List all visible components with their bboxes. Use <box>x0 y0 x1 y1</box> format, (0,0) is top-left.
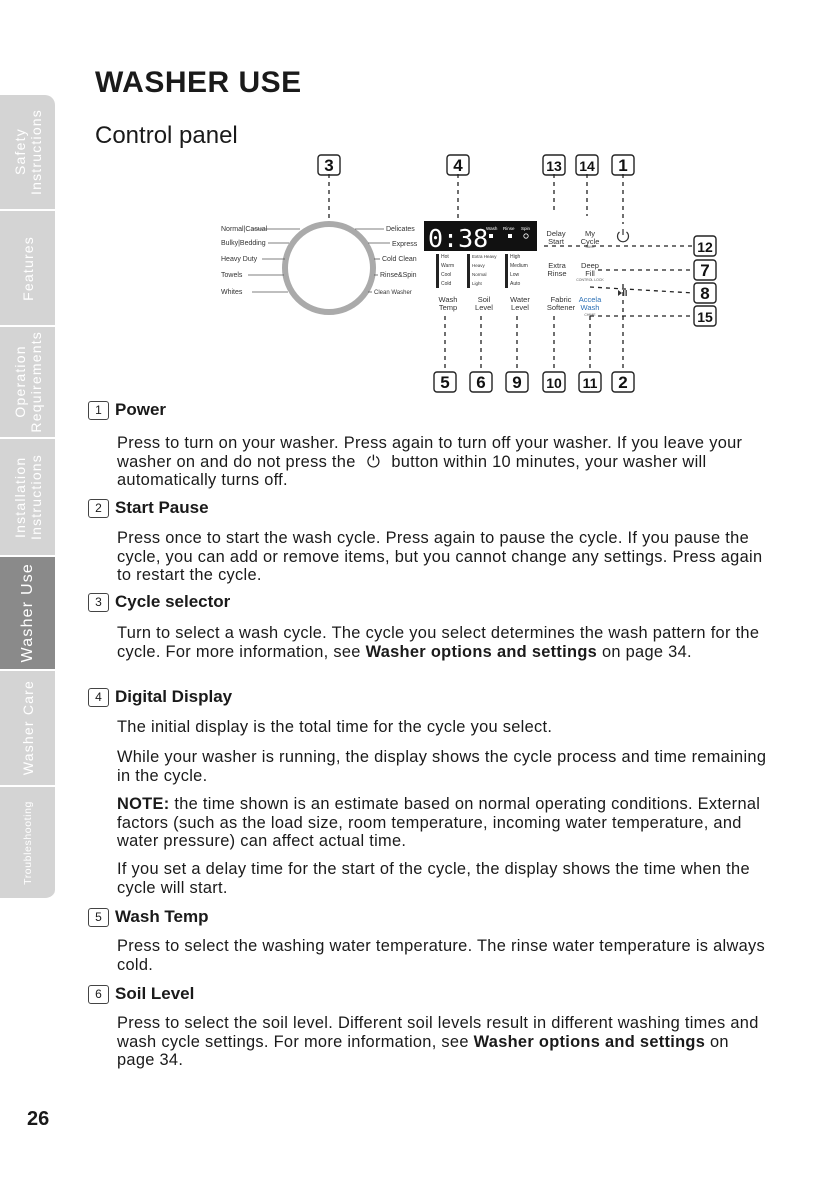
callout-label: 13 <box>546 158 562 174</box>
dial-label: Whites <box>221 289 243 296</box>
water-level-button[interactable]: Water Level <box>510 295 530 312</box>
power-icon-inline: ⏻ <box>366 452 381 471</box>
soil-level-button[interactable]: Soil Level <box>475 295 493 312</box>
section-title: Cycle selector <box>115 592 231 611</box>
callout-label: 12 <box>697 239 713 255</box>
cycle-dial[interactable] <box>285 224 373 312</box>
soil-level-description <box>117 1014 767 1070</box>
water-level: High <box>510 254 521 260</box>
callout-label: 3 <box>324 156 334 175</box>
lock-icon <box>508 234 512 238</box>
delay-start-button[interactable]: Delay Start <box>546 229 566 246</box>
callout-label: 7 <box>700 261 710 280</box>
tab-features[interactable]: Features <box>0 211 55 327</box>
button-label-line: Level <box>511 303 529 312</box>
deep-fill-button[interactable]: Deep Fill <box>581 261 599 278</box>
lock-icon <box>489 234 493 238</box>
button-label-line: Rinse <box>547 269 567 278</box>
section-number: 2 <box>88 499 109 518</box>
page-title: WASHER USE <box>95 66 302 99</box>
tab-washer-use[interactable]: Washer Use <box>0 557 55 671</box>
temp-level: Warm <box>441 263 455 269</box>
section-number: 5 <box>88 908 109 927</box>
callout-label: 2 <box>618 373 628 392</box>
section-heading-start-pause <box>88 498 209 518</box>
button-label-line: Fill <box>585 269 595 278</box>
dial-label: Towels <box>221 272 243 279</box>
display-time: 0:38 <box>428 224 489 253</box>
temp-level: Cool <box>441 272 452 278</box>
callout-label: 14 <box>579 158 595 174</box>
text-run: Turn to select a wash cycle. The cycle you select determines the wash pattern for the cycle. For more information, see <box>117 624 760 661</box>
extra-rinse-button[interactable]: Extra Rinse <box>547 261 567 278</box>
text-run: button within 10 minutes, your washer will automatically turns off. <box>117 452 707 489</box>
section-heading-digital-display <box>88 687 232 707</box>
section-heading-soil-level <box>88 984 194 1004</box>
display-label: Rinse <box>503 226 515 231</box>
button-label-line: Softener <box>546 303 576 312</box>
section-heading-cycle-selector <box>88 592 230 612</box>
cycle-selector-description <box>117 624 767 661</box>
section-subtitle: Control panel <box>95 122 238 149</box>
callout-label: 11 <box>582 375 598 391</box>
section-title: Power <box>115 400 167 419</box>
text-run: Press to select the soil level. Different soil levels result in different washing times and wash cycle settings. For more information, see <box>117 1014 759 1051</box>
my-cycle-button[interactable]: My Cycle <box>580 229 600 246</box>
display-paragraph-1: The initial display is the total time for the cycle you select. <box>117 718 553 736</box>
display-label: Spin <box>521 226 531 231</box>
display-paragraph-2: While your washer is running, the display shows the cycle process and time remaining in the cycle. <box>117 748 767 785</box>
callout-label: 5 <box>440 373 450 392</box>
button-label-line: Level <box>475 303 493 312</box>
small-label: SAVE <box>585 245 595 249</box>
callout-label: 4 <box>453 156 463 175</box>
wash-temp-description: Press to select the washing water temperature. The rinse water temperature is always cold. <box>117 937 766 974</box>
note-label: NOTE: <box>117 795 170 813</box>
section-heading-wash-temp <box>88 907 209 927</box>
soil-level: Light <box>472 281 482 286</box>
dial-label: Express <box>392 241 418 248</box>
page-number: 26 <box>27 1108 50 1130</box>
section-title: Start Pause <box>115 498 209 517</box>
dial-label: Normal|Casual <box>221 226 268 233</box>
callout-label: 15 <box>697 309 713 325</box>
section-title: Digital Display <box>115 687 233 706</box>
tab-washer-care[interactable]: Washer Care <box>0 671 55 787</box>
text-run: on page 34. <box>117 1032 729 1069</box>
tab-installation-instructions[interactable]: Installation Instructions <box>0 439 55 557</box>
button-label-line: Start <box>548 237 564 246</box>
callout-label: 1 <box>618 156 628 175</box>
button-label-line: Wash <box>580 303 600 312</box>
water-level: Medium <box>510 263 528 269</box>
temp-level: Hot <box>441 254 449 260</box>
soil-level: Heavy <box>472 263 485 268</box>
tab-troubleshooting[interactable]: Troubleshooting <box>0 787 55 900</box>
callout-label: 9 <box>512 373 522 392</box>
section-heading-power <box>88 400 166 420</box>
note-paragraph <box>117 795 767 851</box>
dial-label: Bulky|Bedding <box>221 240 266 247</box>
wash-temp-button[interactable]: Wash Temp <box>438 295 458 312</box>
display-paragraph-3: If you set a delay time for the start of the cycle, the display shows the time when the cycle will start. <box>117 860 750 897</box>
soil-level: Normal <box>472 272 487 277</box>
small-label: CHIME <box>584 313 596 317</box>
control-panel-diagram <box>0 0 839 400</box>
accela-wash-button[interactable]: Accela Wash <box>578 295 602 312</box>
button-label-line: Temp <box>438 303 458 312</box>
power-icon[interactable] <box>618 229 629 242</box>
text-run: on page 34. <box>597 642 692 661</box>
callout-label: 6 <box>476 373 486 392</box>
temp-level: Cold <box>441 281 452 287</box>
callout-label: 8 <box>700 284 710 303</box>
dial-label: Cold Clean <box>382 256 417 263</box>
soil-level: Extra Heavy <box>472 254 497 259</box>
text-run: the time shown is an estimate based on normal operating conditions. External factors (such as the load size, room temperature, incoming water temperature, and water pressure) can affect actual time. <box>117 795 761 850</box>
callout-label: 10 <box>546 375 562 391</box>
section-number: 3 <box>88 593 109 612</box>
section-title: Wash Temp <box>115 907 209 926</box>
button-label-line: Cycle <box>580 237 600 246</box>
text-run: Press to turn on your washer. Press again to turn off your washer. If you leave your washer on and do not press the <box>117 434 743 471</box>
dial-label: Delicates <box>386 226 415 233</box>
power-description <box>117 434 767 490</box>
section-title: Soil Level <box>115 984 195 1003</box>
dial-label: Rinse&Spin <box>380 272 417 279</box>
tab-operation-requirements[interactable]: Operation Requirements <box>0 327 55 439</box>
section-number: 6 <box>88 985 109 1004</box>
water-level: Low <box>510 272 520 278</box>
cross-reference: Washer options and settings <box>365 642 598 661</box>
cross-reference: Washer options and settings <box>473 1032 706 1051</box>
section-number: 1 <box>88 401 109 420</box>
display-label: Wash <box>486 226 498 231</box>
dial-label: Heavy Duty <box>221 256 258 263</box>
start-pause-description: Press once to start the wash cycle. Press again to pause the cycle. If you pause the cycle, you can add or remove items, but you cannot change any settings. Press again to restart the cycle. <box>117 529 763 584</box>
section-number: 4 <box>88 688 109 707</box>
dial-label: Clean Washer <box>374 290 412 296</box>
water-level: Auto <box>510 281 521 287</box>
small-label: CONTROL LOCK <box>576 278 604 282</box>
fabric-softener-button[interactable]: Fabric Softener <box>546 295 576 312</box>
tab-safety-instructions[interactable]: Safety Instructions <box>0 95 55 211</box>
